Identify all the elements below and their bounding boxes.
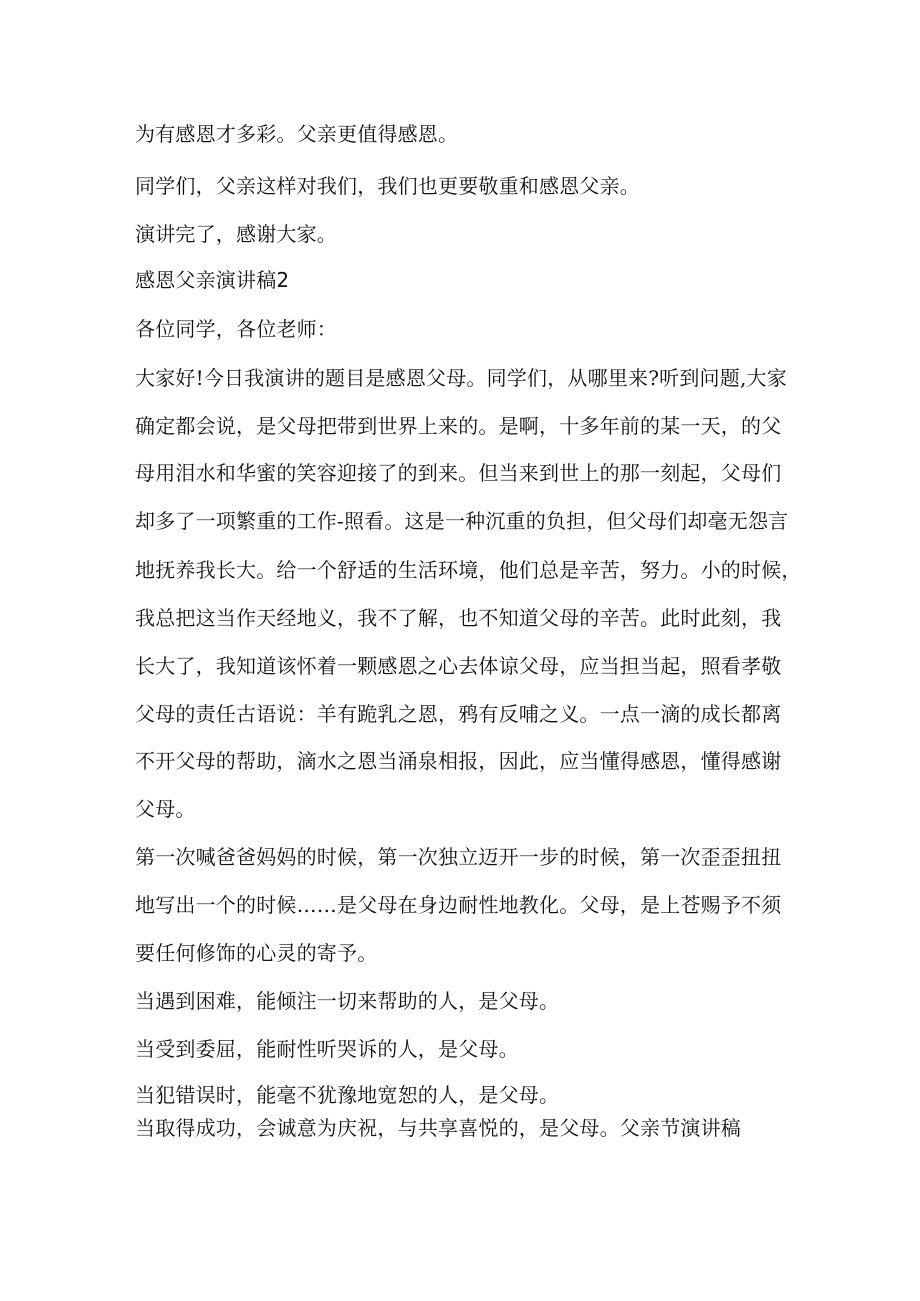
text-line: 我总把这当作天经地义，我不了解，也不知道父母的辛苦。此时此刻，我	[135, 606, 782, 630]
text-line: 当犯错误时，能毫不犹豫地宽恕的人，是父母。	[135, 1083, 560, 1107]
text-line: 当受到委屈，能耐性听哭诉的人，是父母。	[135, 1037, 519, 1061]
text-line: 同学们，父亲这样对我们，我们也更要敬重和感恩父亲。	[135, 174, 640, 198]
text-line: 为有感恩才多彩。父亲更值得感恩。	[135, 122, 459, 146]
text-line: 大家好!今日我演讲的题目是感恩父母。同学们，从哪里来?听到问题,大家	[135, 366, 787, 390]
text-line: 确定都会说，是父母把带到世界上来的。是啊，十多年前的某一天，的父	[135, 414, 782, 438]
section-heading: 感恩父亲演讲稿2	[135, 268, 290, 292]
text-line: 第一次喊爸爸妈妈的时候，第一次独立迈开一步的时候，第一次歪歪扭扭	[135, 845, 782, 869]
text-line: 要任何修饰的心灵的寄予。	[135, 941, 378, 965]
text-line: 当遇到困难，能倾注一切来帮助的人，是父母。	[135, 989, 560, 1013]
text-line: 母用泪水和华蜜的笑容迎接了的到来。但当来到世上的那一刻起，父母们	[135, 461, 782, 485]
text-line: 却多了一项繁重的工作-照看。这是一种沉重的负担，但父母们却毫无怨言	[135, 509, 789, 533]
text-line: 父母的责任古语说：羊有跪乳之恩，鸦有反哺之义。一点一滴的成长都离	[135, 702, 782, 726]
text-line: 当取得成功，会诚意为庆祝，与共享喜悦的，是父母。父亲节演讲稿	[135, 1116, 741, 1140]
text-line: 地抚养我长大。给一个舒适的生活环境，他们总是辛苦，努力。小的时候，	[135, 558, 802, 582]
text-line: 地写出一个的时候……是父母在身边耐性地教化。父母，是上苍赐予不须	[135, 893, 782, 917]
text-line: 不开父母的帮助，滴水之恩当涌泉相报，因此，应当懂得感恩，懂得感谢	[135, 749, 782, 773]
text-line: 父母。	[135, 797, 196, 821]
salutation: 各位同学，各位老师：	[135, 317, 337, 341]
text-line: 演讲完了，感谢大家。	[135, 222, 337, 246]
text-line: 长大了，我知道该怀着一颗感恩之心去体谅父母，应当担当起，照看孝敬	[135, 654, 782, 678]
